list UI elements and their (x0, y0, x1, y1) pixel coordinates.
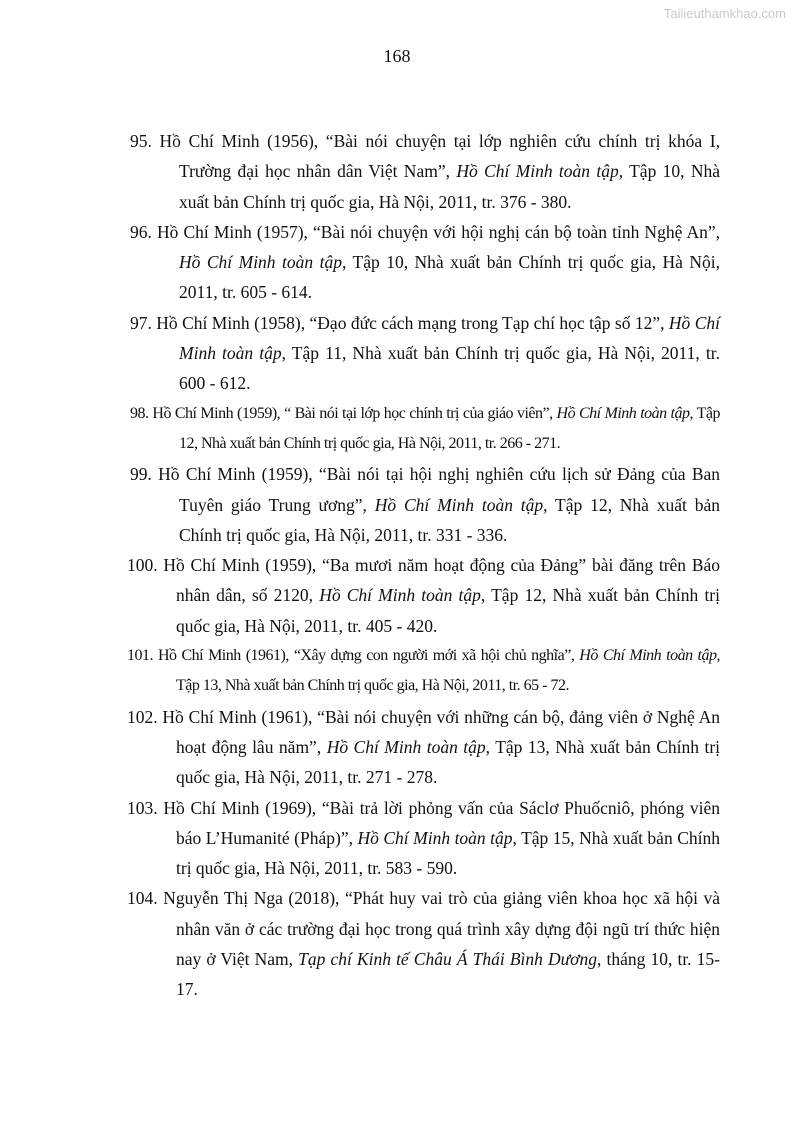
reference-number: 102. (127, 706, 158, 727)
reference-text: Hồ Chí Minh (1969), “Bài trả lời phỏng vấn của Sáclơ Phuốcniô, phóng viên báo L’Humanité (Pháp)”, (163, 797, 721, 848)
reference-details: , Tập 10, Nhà xuất bản Chính trị quốc gia, Hà Nội, 2011, tr. 376 - 380. (179, 161, 721, 212)
reference-number: 104. (127, 888, 158, 909)
reference-item (130, 459, 720, 550)
reference-item (127, 550, 720, 641)
reference-details: , Tập 12, Nhà xuất bản Chính trị quốc gia, Hà Nội, 2011, tr. 405 - 420. (176, 585, 720, 636)
reference-text: Hồ Chí Minh (1961), “Xây dựng con người mới xã hội chủ nghĩa”, (157, 647, 580, 665)
reference-item (127, 641, 720, 702)
reference-number: 96. (130, 221, 152, 242)
reference-item (130, 126, 720, 217)
reference-item (127, 883, 720, 1004)
reference-title: Hồ Chí Minh toàn tập (179, 312, 720, 364)
reference-details: , tháng 10, tr. 15-17. (176, 949, 720, 1000)
reference-number: 97. (130, 312, 152, 333)
reference-details: , Tập 15, Nhà xuất bản Chính trị quốc gia, Hà Nội, 2011, tr. 583 - 590. (176, 827, 720, 879)
reference-text: Hồ Chí Minh (1961), “Bài nói chuyện với những cán bộ, đảng viên ở Nghệ An hoạt động lâu năm”, (162, 706, 720, 757)
reference-list (127, 126, 721, 1005)
reference-title: Tạp chí Kinh tế Châu Á Thái Bình Dương (298, 949, 598, 970)
reference-number: 103. (127, 797, 158, 818)
reference-details: , Tập 12, Nhà xuất bản Chính trị quốc gia, Hà Nội, 2011, tr. 331 - 336. (179, 494, 720, 545)
reference-title: Hồ Chí Minh toàn tập (319, 585, 481, 606)
reference-number: 95. (130, 131, 152, 151)
reference-item (127, 793, 720, 884)
reference-text: Hồ Chí Minh (1959), “Ba mươi năm hoạt động của Đảng” bài đăng trên Báo nhân dân, số 2120, (163, 555, 721, 606)
watermark: Tailieuthamkhao.com (663, 6, 786, 21)
reference-details: , Tập 12, Nhà xuất bản Chính trị quốc gia, Hà Nội, 2011, tr. 266 - 271. (179, 404, 720, 452)
reference-title: Hồ Chí Minh toàn tập (179, 252, 342, 273)
page-number: 168 (383, 46, 411, 66)
reference-title: Hồ Chí Minh toàn tập (326, 736, 486, 757)
reference-details: , Tập 13, Nhà xuất bản Chính trị quốc gia, Hà Nội, 2011, tr. 65 - 72. (176, 647, 720, 695)
reference-text: Nguyễn Thị Nga (2018), “Phát huy vai trò của giảng viên khoa học xã hội và nhân văn ở các trường đại học trong quá trình xây dựng đội ngũ trí thức hiện nay ở Việt Nam, (163, 888, 721, 970)
reference-item (127, 702, 720, 793)
reference-item (130, 217, 720, 308)
reference-number: 98. (130, 404, 149, 422)
reference-item (130, 399, 720, 460)
reference-text: Hồ Chí Minh (1956), “Bài nói chuyện tại lớp nghiên cứu chính trị khóa I, Trường đại học nhân dân Việt Nam”, (159, 131, 721, 182)
reference-details: , Tập 11, Nhà xuất bản Chính trị quốc gia, Hà Nội, 2011, tr. 600 - 612. (179, 343, 720, 394)
reference-title: Hồ Chí Minh toàn tập (456, 161, 619, 182)
reference-number: 100. (127, 555, 158, 576)
reference-text: Hồ Chí Minh (1957), “Bài nói chuyện với hội nghị cán bộ toàn tỉnh Nghệ An”, (156, 221, 721, 242)
reference-details: , Tập 10, Nhà xuất bản Chính trị quốc gia, Hà Nội, 2011, tr. 605 - 614. (179, 252, 720, 303)
reference-details: , Tập 13, Nhà xuất bản Chính trị quốc gia, Hà Nội, 2011, tr. 271 - 278. (176, 736, 721, 788)
reference-title: Hồ Chí Minh toàn tập (579, 647, 717, 665)
reference-item (130, 308, 720, 399)
reference-title: Hồ Chí Minh toàn tập (374, 494, 544, 515)
reference-number: 101. (127, 647, 153, 665)
reference-title: Hồ Chí Minh toàn tập (556, 404, 690, 422)
reference-text: Hồ Chí Minh (1959), “Bài nói tại hội nghị nghiên cứu lịch sử Đảng của Ban Tuyên giáo Trung ương”, (158, 464, 721, 515)
reference-text: Hồ Chí Minh (1958), “Đạo đức cách mạng trong Tạp chí học tập số 12”, (156, 312, 669, 333)
reference-number: 99. (130, 464, 152, 485)
reference-text: Hồ Chí Minh (1959), “ Bài nói tại lớp học chính trị của giáo viên”, (152, 404, 557, 422)
reference-title: Hồ Chí Minh toàn tập (357, 827, 513, 848)
